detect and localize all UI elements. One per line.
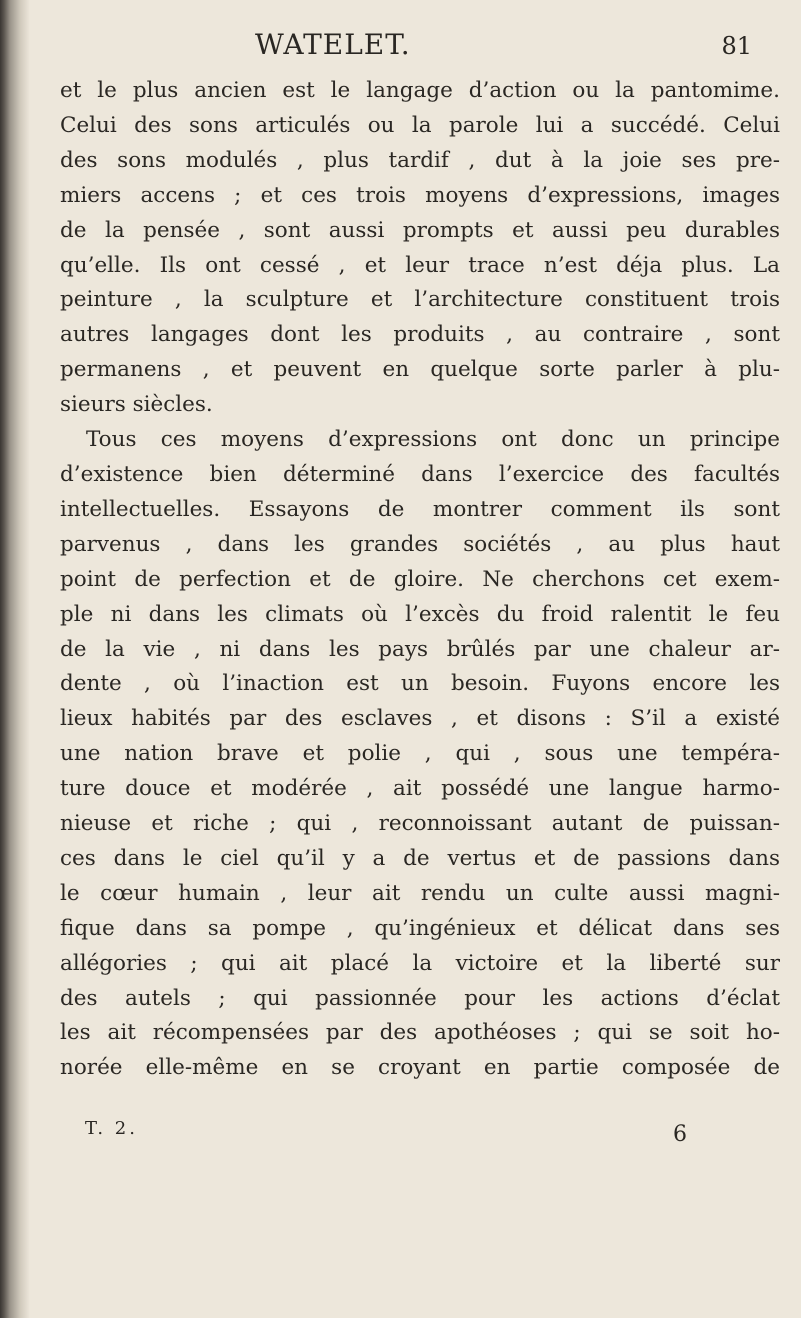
text-line: le cœur humain , leur ait rendu un culte aussi magni- — [60, 880, 780, 906]
text-line: des sons modulés , plus tardif , dut à la joie ses pre- — [60, 147, 780, 173]
running-head-title: WATELET. — [255, 28, 411, 61]
text-line: qu’elle. Ils ont cessé , et leur trace n’est déja plus. La — [60, 252, 780, 278]
text-line: sieurs siècles. — [60, 392, 213, 418]
text-line: lieux habités par des esclaves , et disons : S’il a existé — [60, 706, 780, 732]
text-line: une nation brave et polie , qui , sous une tempéra- — [60, 741, 780, 767]
gathering-mark: 6 — [673, 1122, 687, 1147]
page-footer — [60, 1118, 780, 1158]
text-line: norée elle-même en se croyant en partie composée de — [60, 1055, 780, 1081]
text-line: point de perfection et de gloire. Ne cherchons cet exem- — [60, 566, 780, 592]
text-line: ces dans le ciel qu’il y a de vertus et de passions dans — [60, 845, 780, 871]
text-line: de la vie , ni dans les pays brûlés par une chaleur ar- — [60, 636, 780, 662]
text-line: intellectuelles. Essayons de montrer comment ils sont — [60, 496, 780, 522]
text-line: autres langages dont les produits , au contraire , sont — [60, 322, 780, 348]
text-line: d’existence bien déterminé dans l’exercice des facultés — [60, 461, 780, 487]
text-line: miers accens ; et ces trois moyens d’expressions, images — [60, 182, 780, 208]
page-number: 81 — [721, 32, 752, 60]
text-line: nieuse et riche ; qui , reconnoissant autant de puissan- — [60, 811, 780, 837]
text-line: Celui des sons articulés ou la parole lui a succédé. Celui — [60, 112, 780, 138]
text-line: allégories ; qui ait placé la victoire et la liberté sur — [60, 950, 780, 976]
text-line: fique dans sa pompe , qu’ingénieux et délicat dans ses — [60, 915, 780, 941]
text-line: permanens , et peuvent en quelque sorte parler à plu- — [60, 357, 780, 383]
paragraph-first-line: Tous ces moyens d’expressions ont donc un principe — [86, 427, 780, 453]
text-line: ture douce et modérée , ait possédé une langue harmo- — [60, 776, 780, 802]
text-line: dente , où l’inaction est un besoin. Fuyons encore les — [60, 671, 780, 697]
text-line: parvenus , dans les grandes sociétés , au plus haut — [60, 531, 780, 557]
text-line: peinture , la sculpture et l’architecture constituent trois — [60, 287, 780, 313]
body-text — [60, 74, 780, 1086]
text-line: des autels ; qui passionnée pour les actions d’éclat — [60, 985, 780, 1011]
running-head — [60, 28, 780, 68]
text-line: et le plus ancien est le langage d’action ou la pantomime. — [60, 78, 780, 103]
text-line: les ait récompensées par des apothéoses ; qui se soit ho- — [60, 1020, 780, 1046]
text-line: ple ni dans les climats où l’excès du froid ralentit le feu — [60, 601, 780, 627]
text-line: de la pensée , sont aussi prompts et aussi peu durables — [60, 217, 780, 243]
volume-signature: T. 2. — [85, 1118, 138, 1139]
